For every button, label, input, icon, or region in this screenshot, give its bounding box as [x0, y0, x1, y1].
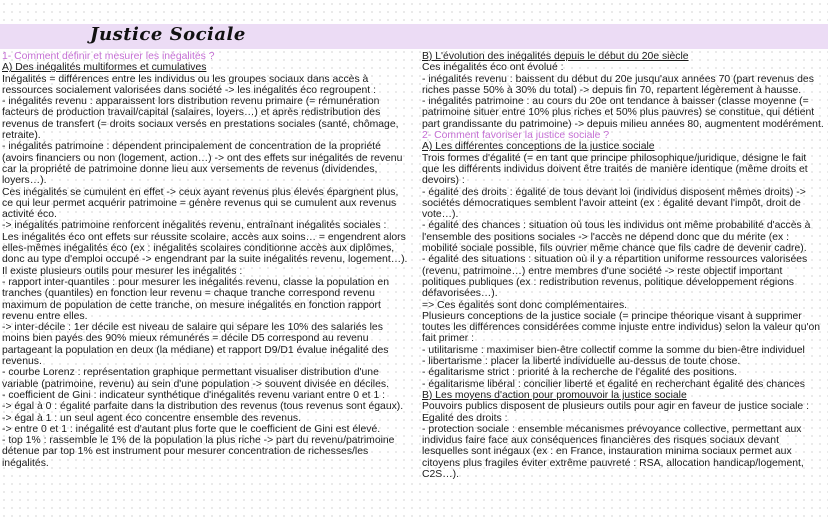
paragraph: -> entre 0 et 1 : inégalité est d'autant plus forte que le coefficient de Gini est élevé. — [2, 423, 381, 435]
paragraph: - égalité des chances : situation où tous les individus ont même probabilité d'accès à l'ensemble des positions sociales -> l'accès ne dépend donc que du mérite (ex : mobilité sociale possible, fils ouvrier même chance que fils cadre de devenir cadre). — [422, 220, 814, 255]
paragraph: - top 1% : rassemble le 1% de la population la plus riche -> part du revenu/patrimoine détenue par top 1% est instrument pour mesurer concentration de richesses/les inégalités. — [2, 435, 398, 469]
paragraph: - courbe Lorenz : représentation graphique permettant visualiser distribution d'une variable (patrimoine, revenu) au sein d'une population -> souvent divisée en déciles. — [2, 367, 389, 390]
paragraph: Il existe plusieurs outils pour mesurer les inégalités : — [2, 265, 243, 277]
paragraph: -> égal à 1 : un seul agent éco concentre ensemble des revenus. — [2, 412, 301, 424]
paragraph: -> égal à 0 : égalité parfaite dans la distribution des revenus (tous revenus sont égaux). — [2, 401, 404, 413]
page-title: Justice Sociale — [90, 24, 246, 45]
paragraph: -> inégalités patrimoine renforcent inégalités revenu, entraînant inégalités sociales : — [2, 220, 387, 232]
section-heading: B) L'évolution des inégalités depuis le début du 20e siècle — [422, 51, 689, 62]
right-column — [422, 51, 824, 480]
section-heading: B) Les moyens d'action pour promouvoir la justice sociale — [422, 389, 687, 401]
paragraph: - égalitarisme libéral : concilier liberté et égalité en recherchant égalité des chances — [422, 378, 805, 390]
paragraph: - égalité des droits : égalité de tous devant loi (individus disposent mêmes droits) -> sociétés démocratiques semblent l'avoir atteint (ex : égalité devant l'impôt, droit de vote…). — [422, 186, 809, 221]
left-column — [2, 51, 412, 469]
paragraph: - égalitarisme strict : priorité à la recherche de l'égalité des positions. — [422, 367, 738, 379]
paragraph: => Ces égalités sont donc complémentaires. — [422, 299, 628, 311]
paragraph: - inégalités revenu : baissent du début du 20e jusqu'aux années 70 (part revenus des riches passe 50% à 30% du total) -> depuis fin 70, repartent légèrement à hausse. — [422, 73, 817, 96]
paragraph: - inégalités patrimoine : dépendent principalement de concentration de la propriété (avoirs financiers ou non (logement, action…) -> ont des effets sur inégalités de revenu car la propriété de patrimoine donne lieu aux versements de revenus (dividendes, loyers…). — [2, 141, 406, 187]
paragraph: - protection sociale : ensemble mécanismes prévoyance collective, permettant aux individus faire face aux conséquences financières des risques sociaux devant lesquelles sont inégaux (ex : en France, instauration minima sociaux permet aux citoyens plus fragiles éviter extrême pauvreté : RSA, allocation handicap/logement, C2S…). — [422, 423, 807, 480]
paragraph: - libertarisme : placer la liberté individuelle au-dessus de toute chose. — [422, 356, 741, 368]
section-question: 2- Comment favoriser la justice sociale ? — [422, 130, 610, 142]
paragraph: Les inégalités éco ont effets sur réussite scolaire, accès aux soins… = engendrent alors elles-mêmes inégalités éco (ex : inégalités scolaires conditionne accès aux diplômes, donc au type d'emploi occupé -> engendrant par la suite inégalités revenu, logement…). — [2, 231, 409, 266]
paragraph: - utilitarisme : maximiser bien-être collectif comme la somme du bien-être individuel — [422, 344, 805, 356]
paragraph: - inégalités patrimoine : au cours du 20e ont tendance à baisser (classe moyenne (= patrimoine situer entre 10% plus riches et 50% plus pauvres) se constitue, qui détient part grandissante du patrimoine) -> depuis milieu années 80, augmentent modérément. — [422, 96, 824, 130]
section-heading: A) Les différentes conceptions de la justice sociale — [422, 141, 655, 153]
paragraph: Ces inégalités éco ont évolué : — [422, 62, 564, 74]
paragraph: - coefficient de Gini : indicateur synthétique d'inégalités revenu variant entre 0 et 1 : — [2, 389, 386, 401]
paragraph: Egalité des droits : — [422, 412, 508, 424]
paragraph: Inégalités = différences entre les individus ou les groupes sociaux dans accès à ressources socialement valorisées dans société -> les inégalités éco regroupent : — [2, 73, 376, 96]
paragraph: Plusieurs conceptions de la justice sociale (= principe théorique visant à supprimer toutes les différences considérées comme injuste entre individus) selon la valeur qu'on fait primer : — [422, 310, 823, 345]
paragraph: -> inter-décile : 1er décile est niveau de salaire qui sépare les 10% des salariés les moins bien payés des 90% mieux rémunérés = décile D5 correspond au revenu partageant la population en deux (la médiane) et rapport D9/D1 évalue inégalité des revenus. — [2, 322, 392, 368]
section-question: 1- Comment définir et mesurer les inégalités ? — [2, 51, 215, 62]
paragraph: - inégalités revenu : apparaissent lors distribution revenu primaire (= rémunération facteurs de production travail/capital (salaires, loyers…) et après redistribution des revenus de transfert (= droits sociaux versés en prestations sociales (santé, chômage, retraite). — [2, 96, 402, 142]
paragraph: Pouvoirs publics disposent de plusieurs outils pour agir en faveur de justice sociale : — [422, 401, 809, 413]
paragraph: - rapport inter-quantiles : pour mesurer les inégalités revenu, classe la population en tranches (quantiles) en fonction leur revenu = chaque tranche correspond revenu maximum de population de cette tranche, on mesure inégalités en fonction rapport revenu entre elles. — [2, 276, 392, 322]
paragraph: Ces inégalités se cumulent en effet -> ceux ayant revenus plus élevés épargnent plus, ce qui leur permet acquérir patrimoine = génère revenus qui se cumulent aux revenus activité éco. — [2, 186, 402, 221]
paragraph: Trois formes d'égalité (= en tant que principe philosophique/juridique, désigne le fait que les différents individus doivent être traités de manière identique (même droits et devoirs) : — [422, 152, 811, 187]
paragraph: - égalité des situations : situation où il y a répartition uniforme ressources valorisées (revenu, patrimoine…) entre membres d'une société -> reste objectif important politiques publiques (ex : redistribution revenus, politique développement régions défavorisées…). — [422, 254, 811, 300]
section-heading: A) Des inégalités multiformes et cumulatives — [2, 62, 207, 74]
